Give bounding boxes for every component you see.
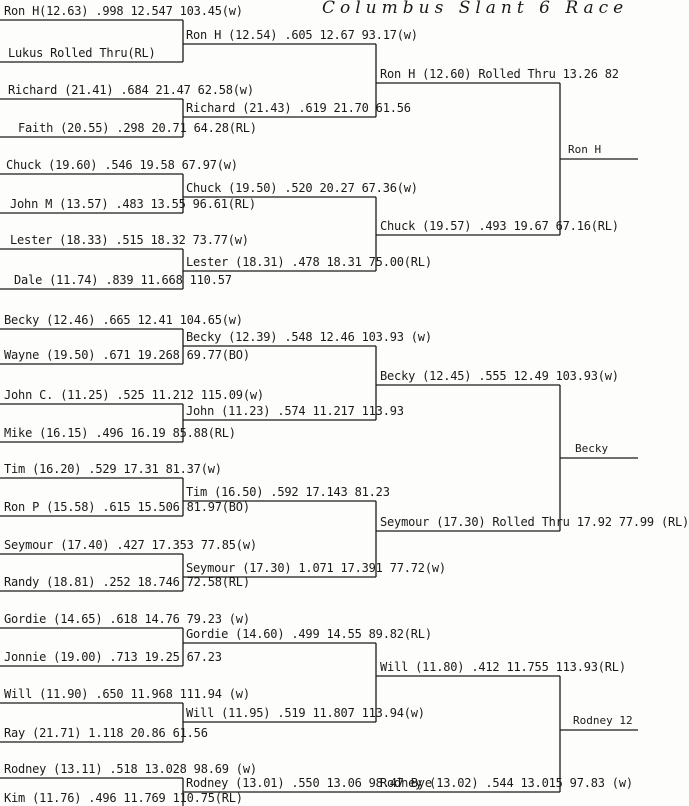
- round2-entry: Gordie (14.60) .499 14.55 89.82(RL): [186, 627, 432, 641]
- round2-entry: John (11.23) .574 11.217 113.93: [186, 404, 404, 418]
- round1-entry: Will (11.90) .650 11.968 111.94 (w): [4, 687, 250, 701]
- round3-entry: Becky (12.45) .555 12.49 103.93(w): [380, 369, 619, 383]
- round1-entry: John M (13.57) .483 13.55 96.61(RL): [10, 197, 256, 211]
- round2-entry: Lester (18.31) .478 18.31 75.00(RL): [186, 255, 432, 269]
- round1-entry: Seymour (17.40) .427 17.353 77.85(w): [4, 538, 257, 552]
- round4-winner: Rodney 12: [573, 714, 633, 727]
- round1-entry: Kim (11.76) .496 11.769 110.75(RL): [4, 791, 243, 805]
- round1-entry: Mike (16.15) .496 16.19 85.88(RL): [4, 426, 236, 440]
- round2-entry: Richard (21.43) .619 21.70 61.56: [186, 101, 411, 115]
- round1-entry: Dale (11.74) .839 11.668 110.57: [14, 273, 232, 287]
- round4-winner: Becky: [575, 442, 609, 455]
- round1-entry: Lester (18.33) .515 18.32 73.77(w): [10, 233, 249, 247]
- round1-entry: Wayne (19.50) .671 19.268 69.77(BO): [4, 348, 250, 362]
- round1-entry: Gordie (14.65) .618 14.76 79.23 (w): [4, 612, 250, 626]
- round2-entry: Will (11.95) .519 11.807 113.94(w): [186, 706, 425, 720]
- round3-entry: Will (11.80) .412 11.755 113.93(RL): [380, 660, 626, 674]
- page-title: Columbus Slant 6 Race: [322, 0, 629, 18]
- round3-entry: Rodney (13.02) .544 13.015 97.83 (w): [380, 776, 633, 790]
- round1-entry: Ron H(12.63) .998 12.547 103.45(w): [4, 4, 243, 18]
- round1-entry: Rodney (13.11) .518 13.028 98.69 (w): [4, 762, 257, 776]
- round2-entry: Becky (12.39) .548 12.46 103.93 (w): [186, 330, 432, 344]
- round1-entry: Lukus Rolled Thru(RL): [8, 46, 156, 60]
- round3-entry: Ron H (12.60) Rolled Thru 13.26 82: [380, 67, 619, 81]
- round3-entry: Chuck (19.57) .493 19.67 67.16(RL): [380, 219, 619, 233]
- round2-entry: Chuck (19.50) .520 20.27 67.36(w): [186, 181, 418, 195]
- round1-entry: John C. (11.25) .525 11.212 115.09(w): [4, 388, 264, 402]
- round2-entry: Ron H (12.54) .605 12.67 93.17(w): [186, 28, 418, 42]
- round1-entry: Becky (12.46) .665 12.41 104.65(w): [4, 313, 243, 327]
- round1-entry: Tim (16.20) .529 17.31 81.37(w): [4, 462, 222, 476]
- round1-entry: Randy (18.81) .252 18.746 72.58(RL): [4, 575, 250, 589]
- round2-entry: Seymour (17.30) 1.071 17.391 77.72(w): [186, 561, 446, 575]
- round1-entry: Ron P (15.58) .615 15.506 81.97(BO): [4, 500, 250, 514]
- round2-entry: Rodney (13.01) .550 13.06 98.47 Bye: [186, 776, 432, 790]
- round1-entry: Jonnie (19.00) .713 19.25 67.23: [4, 650, 222, 664]
- round1-entry: Ray (21.71) 1.118 20.86 61.56: [4, 726, 208, 740]
- round1-entry: Richard (21.41) .684 21.47 62.58(w): [8, 83, 254, 97]
- round4-winner: Ron H: [568, 143, 602, 156]
- round3-entry: Seymour (17.30) Rolled Thru 17.92 77.99 (RL): [380, 515, 689, 529]
- round1-entry: Chuck (19.60) .546 19.58 67.97(w): [6, 158, 238, 172]
- round1-entry: Faith (20.55) .298 20.71 64.28(RL): [18, 121, 257, 135]
- round2-entry: Tim (16.50) .592 17.143 81.23: [186, 485, 390, 499]
